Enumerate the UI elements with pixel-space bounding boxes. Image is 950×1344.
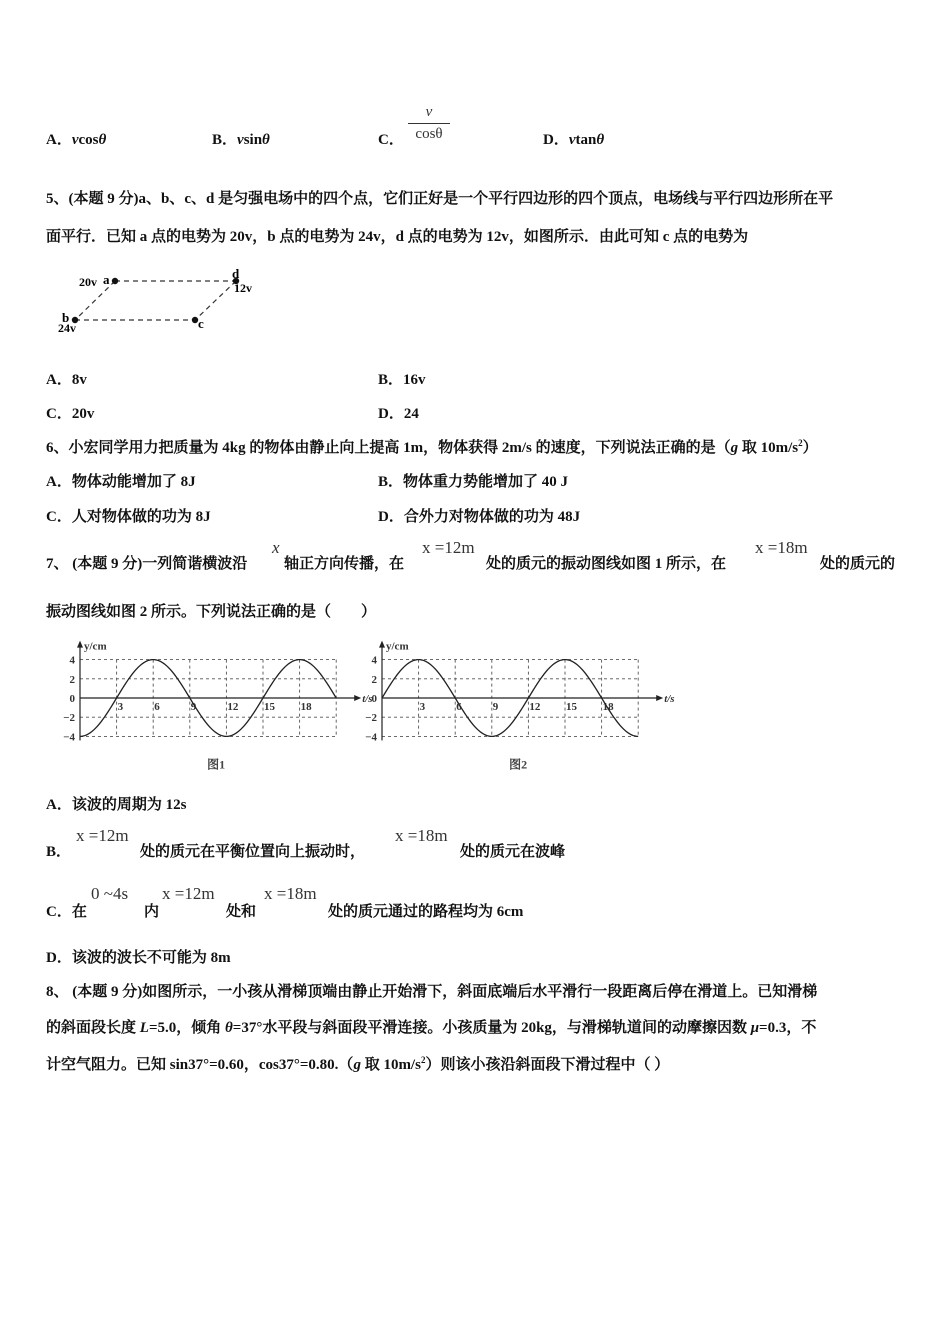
x-tick-label: 12: [227, 701, 239, 713]
q6-option-b: B．物体重力势能增加了 40 J: [378, 474, 569, 490]
x-tick-label: 9: [492, 701, 499, 713]
q8-stem-line2: 的斜面段长度 L=5.0，倾角 θ=37°水平段与斜面段平滑连接。小孩质量为 20kg，与滑梯轨道间的动摩擦因数 μ=0.3，不: [46, 1020, 817, 1036]
label-b: b: [62, 310, 70, 325]
q4-option-a: A．vcosθ: [46, 132, 107, 148]
y-tick-label: 4: [371, 654, 377, 667]
q4-option-b: B．vsinθ: [212, 132, 270, 148]
q6-option-c: C．人对物体做的功为 8J: [46, 509, 211, 525]
y-tick-label: 4: [69, 654, 75, 667]
y-axis-arrow: [77, 641, 83, 648]
label-d: d: [232, 266, 240, 281]
x-axis-arrow: [656, 695, 663, 701]
q5-option-d: D．24: [378, 406, 419, 422]
label-a: a: [103, 272, 110, 287]
x-tick-label: 18: [602, 701, 614, 713]
y-tick-label: 0: [371, 693, 377, 705]
q4-option-c-fraction: v cosθ: [403, 104, 455, 143]
y-tick-label: 2: [371, 673, 377, 686]
q5-stem-line1: 5、(本题 9 分)a、b、c、d 是匀强电场中的四个点，它们正好是一个平行四边形的四个顶点，电场线与平行四边形所在平: [46, 191, 834, 207]
y-tick-label: −4: [365, 731, 377, 744]
q4-option-d: D．vtanθ: [543, 132, 605, 148]
q7-option-b: B． x =12m 处的质元在平衡位置向上振动时， x =18m 处的质元在波峰: [46, 826, 566, 860]
y-tick-label: −2: [365, 712, 377, 725]
q7-option-a: A．该波的周期为 12s: [46, 797, 187, 813]
q7-stem-line2: 振动图线如图 2 所示。下列说法正确的是（ ）: [46, 604, 377, 620]
y-tick-label: −4: [63, 731, 75, 744]
q7-option-d: D．该波的波长不可能为 8m: [46, 950, 231, 966]
x-tick-label: 15: [264, 701, 275, 713]
q4-option-c-label: C．: [378, 132, 404, 148]
q7-option-c: C．在 0 ~4s 内 x =12m 处和 x =18m 处的质元通过的路程均为 6cm: [46, 884, 524, 920]
y-tick-label: −2: [63, 712, 75, 725]
x-axis-label: t/s: [362, 693, 373, 705]
y-axis-arrow: [379, 641, 385, 648]
x-axis-label: t/s: [664, 693, 675, 705]
y-axis-label: y/cm: [386, 640, 409, 653]
q5-stem-line2: 面平行．已知 a 点的电势为 20v，b 点的电势为 24v，d 点的电势为 12v，如图所示．由此可知 c 点的电势为: [46, 229, 749, 245]
point-a: [112, 278, 118, 284]
label-a-value: 20v: [79, 275, 97, 289]
x-tick-label: 3: [117, 701, 124, 713]
x-tick-label: 18: [300, 701, 312, 713]
x-tick-label: 6: [456, 701, 462, 713]
y-tick-label: 0: [69, 693, 75, 705]
figure-caption: 图2: [509, 757, 528, 772]
q5-parallelogram-figure: [50, 262, 270, 342]
x-tick-label: 9: [190, 701, 197, 713]
q6-option-a: A．物体动能增加了 8J: [46, 474, 196, 490]
q6-stem: 6、小宏同学用力把质量为 4kg 的物体由静止向上提高 1m，物体获得 2m/s 的速度，下列说法正确的是（g 取 $10m/s^2$）: [46, 438, 818, 456]
figure-caption: 图1: [207, 757, 226, 772]
label-d-value: 12v: [234, 281, 252, 295]
q8-stem-line3: 计空气阻力。已知 sin37°=0.60，cos37°=0.80.（g 取 $10m/s^2$）则该小孩沿斜面段下滑过程中（ ）: [46, 1055, 670, 1073]
y-tick-label: 2: [69, 673, 75, 686]
q5-option-a: A．8v: [46, 372, 87, 388]
label-b-value: 24v: [58, 321, 76, 335]
x-tick-label: 15: [566, 701, 577, 713]
q7-figure-1: [56, 628, 376, 778]
q7-figure-2: [358, 628, 688, 778]
q6-option-d: D．合外力对物体做的功为 48J: [378, 509, 581, 525]
x-tick-label: 6: [154, 701, 160, 713]
x-tick-label: 12: [529, 701, 541, 713]
x-tick-label: 3: [419, 701, 426, 713]
q5-option-c: C．20v: [46, 406, 95, 422]
y-axis-label: y/cm: [84, 640, 107, 653]
label-c: c: [198, 316, 204, 331]
q8-stem-line1: 8、 (本题 9 分)如图所示，一小孩从滑梯顶端由静止开始滑下，斜面底端后水平滑行一段距离后停在滑道上。已知滑梯: [46, 984, 818, 1000]
q5-option-b: B．16v: [378, 372, 426, 388]
